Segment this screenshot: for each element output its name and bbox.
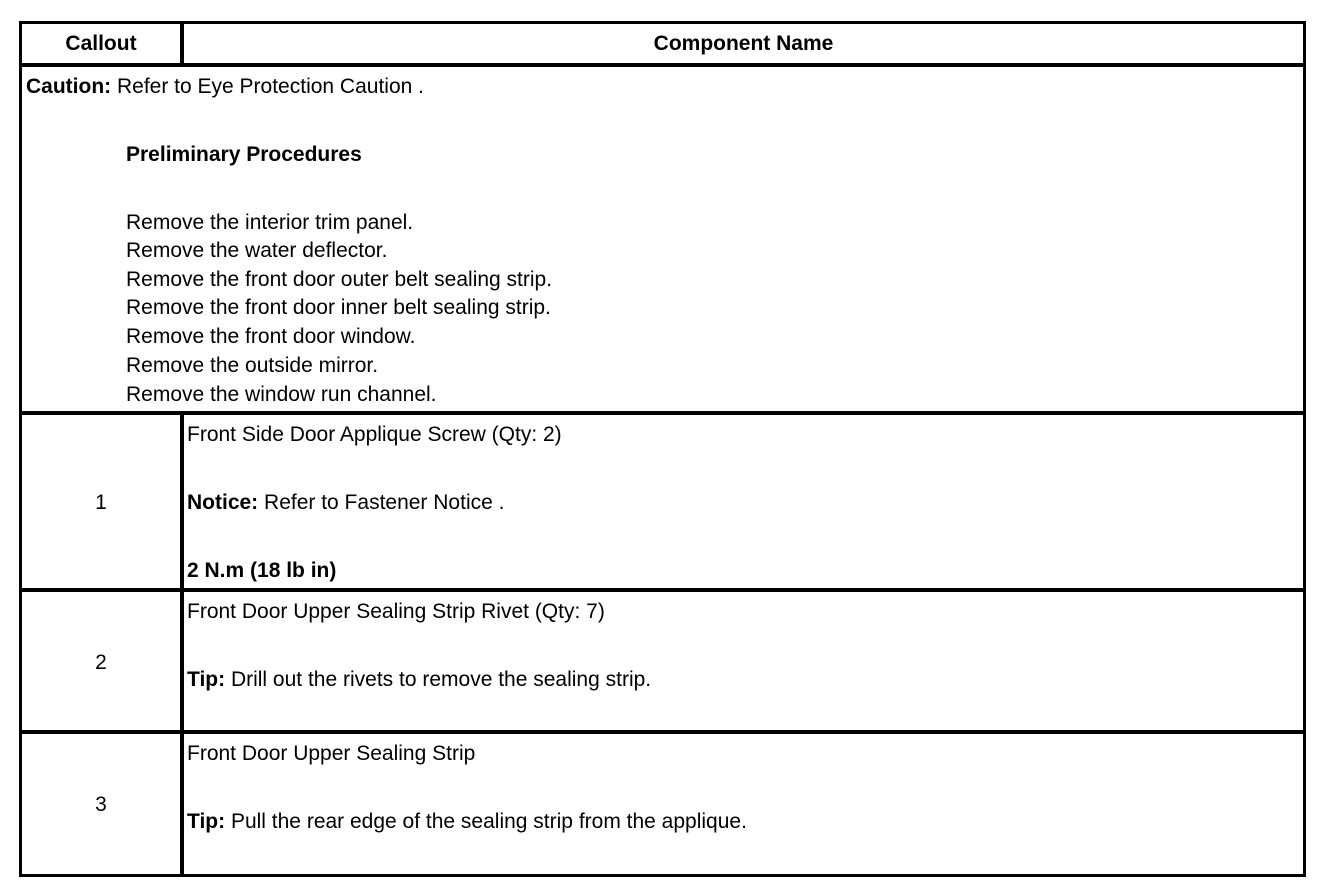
preliminary-step: Remove the front door outer belt sealing strip. bbox=[126, 268, 553, 291]
procedure-table bbox=[19, 21, 1306, 877]
caution-label: Caution: bbox=[26, 75, 112, 98]
caution-line bbox=[26, 73, 424, 101]
tip-text: Drill out the rivets to remove the sealing strip. bbox=[225, 668, 652, 691]
table-row bbox=[22, 734, 1303, 877]
table-row bbox=[22, 415, 1303, 592]
tip-line bbox=[187, 666, 651, 694]
component-name-header: Component Name bbox=[653, 31, 834, 55]
callout-header: Callout bbox=[65, 31, 137, 55]
tip-label: Tip: bbox=[187, 668, 226, 691]
notice-line bbox=[187, 489, 504, 517]
callout-number: 3 bbox=[95, 793, 107, 816]
tip-line bbox=[187, 808, 747, 836]
component-name: Front Side Door Applique Screw (Qty: 2) bbox=[187, 423, 562, 446]
caution-text: Refer to Eye Protection Caution . bbox=[111, 75, 424, 98]
table-header-row bbox=[22, 24, 1303, 67]
component-name: Front Door Upper Sealing Strip bbox=[187, 742, 476, 765]
preliminary-step: Remove the window run channel. bbox=[126, 383, 437, 406]
preliminary-step: Remove the interior trim panel. bbox=[126, 211, 414, 234]
tip-label: Tip: bbox=[187, 810, 226, 833]
tip-text: Pull the rear edge of the sealing strip from the applique. bbox=[225, 810, 747, 833]
preliminary-step: Remove the front door window. bbox=[126, 325, 416, 348]
preliminary-step: Remove the water deflector. bbox=[126, 239, 388, 262]
preliminary-step: Remove the outside mirror. bbox=[126, 354, 379, 377]
preliminary-title: Preliminary Procedures bbox=[126, 143, 362, 166]
caution-row bbox=[22, 67, 1303, 415]
notice-text: Refer to Fastener Notice . bbox=[258, 491, 505, 514]
table-row bbox=[22, 592, 1303, 734]
callout-number: 2 bbox=[95, 651, 107, 674]
torque-spec: 2 N.m (18 lb in) bbox=[187, 559, 337, 582]
notice-label: Notice: bbox=[187, 491, 259, 514]
callout-number: 1 bbox=[95, 491, 107, 514]
component-name: Front Door Upper Sealing Strip Rivet (Qty: 7) bbox=[187, 600, 605, 623]
preliminary-step: Remove the front door inner belt sealing strip. bbox=[126, 296, 551, 319]
